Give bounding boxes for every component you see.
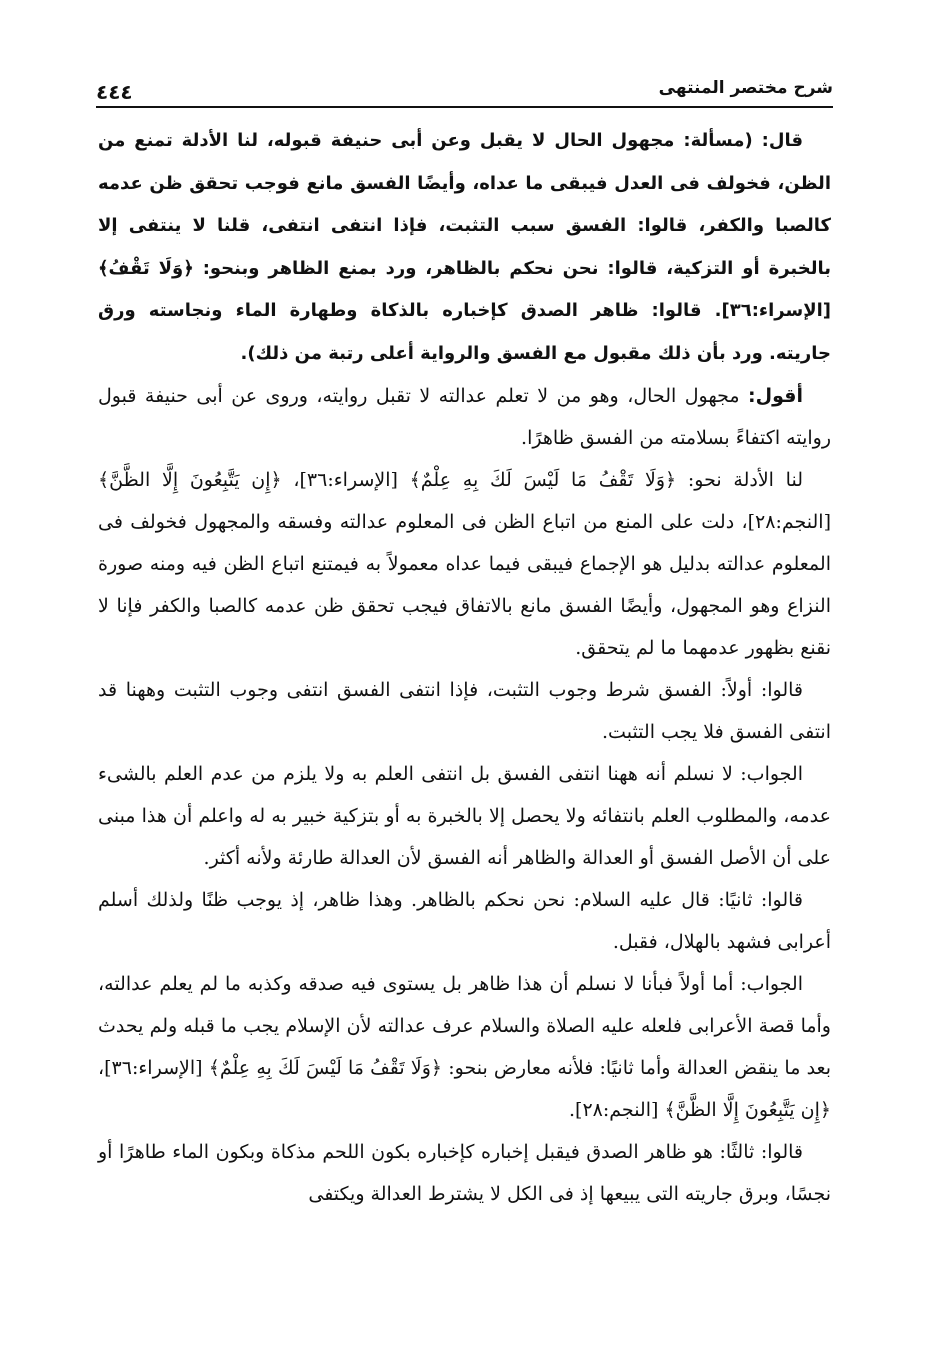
- sharh-paragraph-1-text: مجهول الحال، وهو من لا تعلم عدالته لا تقبل روايته، وروى عن أبى حنيفة قبول روايته اكتفاءً بسلامته من الفسق ظاهرًا.: [98, 385, 831, 449]
- sharh-paragraph-3: قالوا: أولاً: الفسق شرط وجوب التثبت، فإذا انتفى الفسق انتفى وجوب التثبت وههنا قد انتفى الفسق فلا يجب التثبت.: [98, 679, 831, 743]
- sharh-paragraph-6: الجواب: أما أولاً فبأنا لا نسلم أن هذا ظاهر بل يستوى فيه صدقه وكذبه ما لم يعلم عدالته، وأما قصة الأعرابى فلعله عليه الصلاة والسلام عرف عدالته لأن الإسلام يجب ما قبله ولم يحدث بعد ما ينقض العدالة وأما ثانيًا: فلأنه معارض بنحو: ﴿وَلَا تَقْفُ مَا لَيْسَ لَكَ بِهِ عِلْمٌ﴾ [الإسراء:٣٦]، ﴿إِن يَتَّبِعُونَ إِلَّا الظَّنَّ﴾ [النجم:٢٨].: [98, 973, 831, 1121]
- sharh-paragraph-7: قالوا: ثالثًا: هو ظاهر الصدق فيقبل إخباره كإخباره بكون اللحم مذكاة وبكون الماء طاهرًا أو نجسًا، وبرق جاريته التى يبيعها إذ فى الكل لا يشترط العدالة ويكتفى: [98, 1141, 831, 1205]
- header-rule: [96, 106, 833, 108]
- matn-paragraph: قال: (مسألة: مجهول الحال لا يقبل وعن أبى حنيفة قبوله، لنا الأدلة تمنع من الظن، فخولف فى العدل فيبقى ما عداه، وأيضًا الفسق مانع فوجب تحقق ظن عدمه كالصبا والكفر، قالوا: الفسق سبب التثبت، فإذا انتفى انتفى، قلنا لا ينتفى إلا بالخبرة أو التزكية، قالوا: نحن نحكم بالظاهر، ورد بمنع الظاهر وبنحو: ﴿وَلَا تَقْفُ﴾ [الإسراء:٣٦]. قالوا: ظاهر الصدق كإخباره بالذكاة وطهارة الماء ونجاسته ورق جاريته. ورد بأن ذلك مقبول مع الفسق والرواية أعلى رتبة من ذلك).: [98, 130, 831, 364]
- sharh-paragraph-1: [98, 375, 831, 459]
- sharh-lead: أقول:: [748, 385, 803, 407]
- main-text: [98, 120, 831, 1215]
- sharh-paragraph-2: لنا الأدلة نحو: ﴿وَلَا تَقْفُ مَا لَيْسَ لَكَ بِهِ عِلْمٌ﴾ [الإسراء:٣٦]، ﴿إِن يَتَّبِعُونَ إِلَّا الظَّنَّ﴾ [النجم:٢٨]، دلت على المنع من اتباع الظن فى المعلوم عدالته وفسقه والمجهول فخولف فى المعلوم عدالته بدليل هو الإجماع فيبقى فيما عداه معمولاً به فيمتنع اتباع الظن فيه ومنه صورة النزاع وهو المجهول، وأيضًا الفسق مانع بالاتفاق فيجب تحقق ظن عدمه كالصبا والكفر فإنا لا نقنع بظهور عدمهما ما لم يتحقق.: [98, 469, 831, 659]
- sharh-paragraph-4: الجواب: لا نسلم أنه ههنا انتفى الفسق بل انتفى العلم به ولا يلزم من عدم العلم بالشىء عدمه، والمطلوب العلم بانتفائه ولا يحصل إلا بالخبرة به أو بتزكية خبير به له واعلم أن هذا مبنى على أن الأصل الفسق أو العدالة والظاهر أنه الفسق لأن العدالة طارئة ولأنه أكثر.: [98, 763, 831, 869]
- page-header: [96, 76, 833, 106]
- page-number: ٤٤٤: [96, 80, 133, 104]
- sharh-paragraph-5: قالوا: ثانيًا: قال عليه السلام: نحن نحكم بالظاهر. وهذا ظاهر، إذ يوجب ظنًا ولذلك أسلم أعرابى فشهد بالهلال، فقبل.: [98, 889, 831, 953]
- running-title: شرح مختصر المنتهى: [658, 78, 833, 98]
